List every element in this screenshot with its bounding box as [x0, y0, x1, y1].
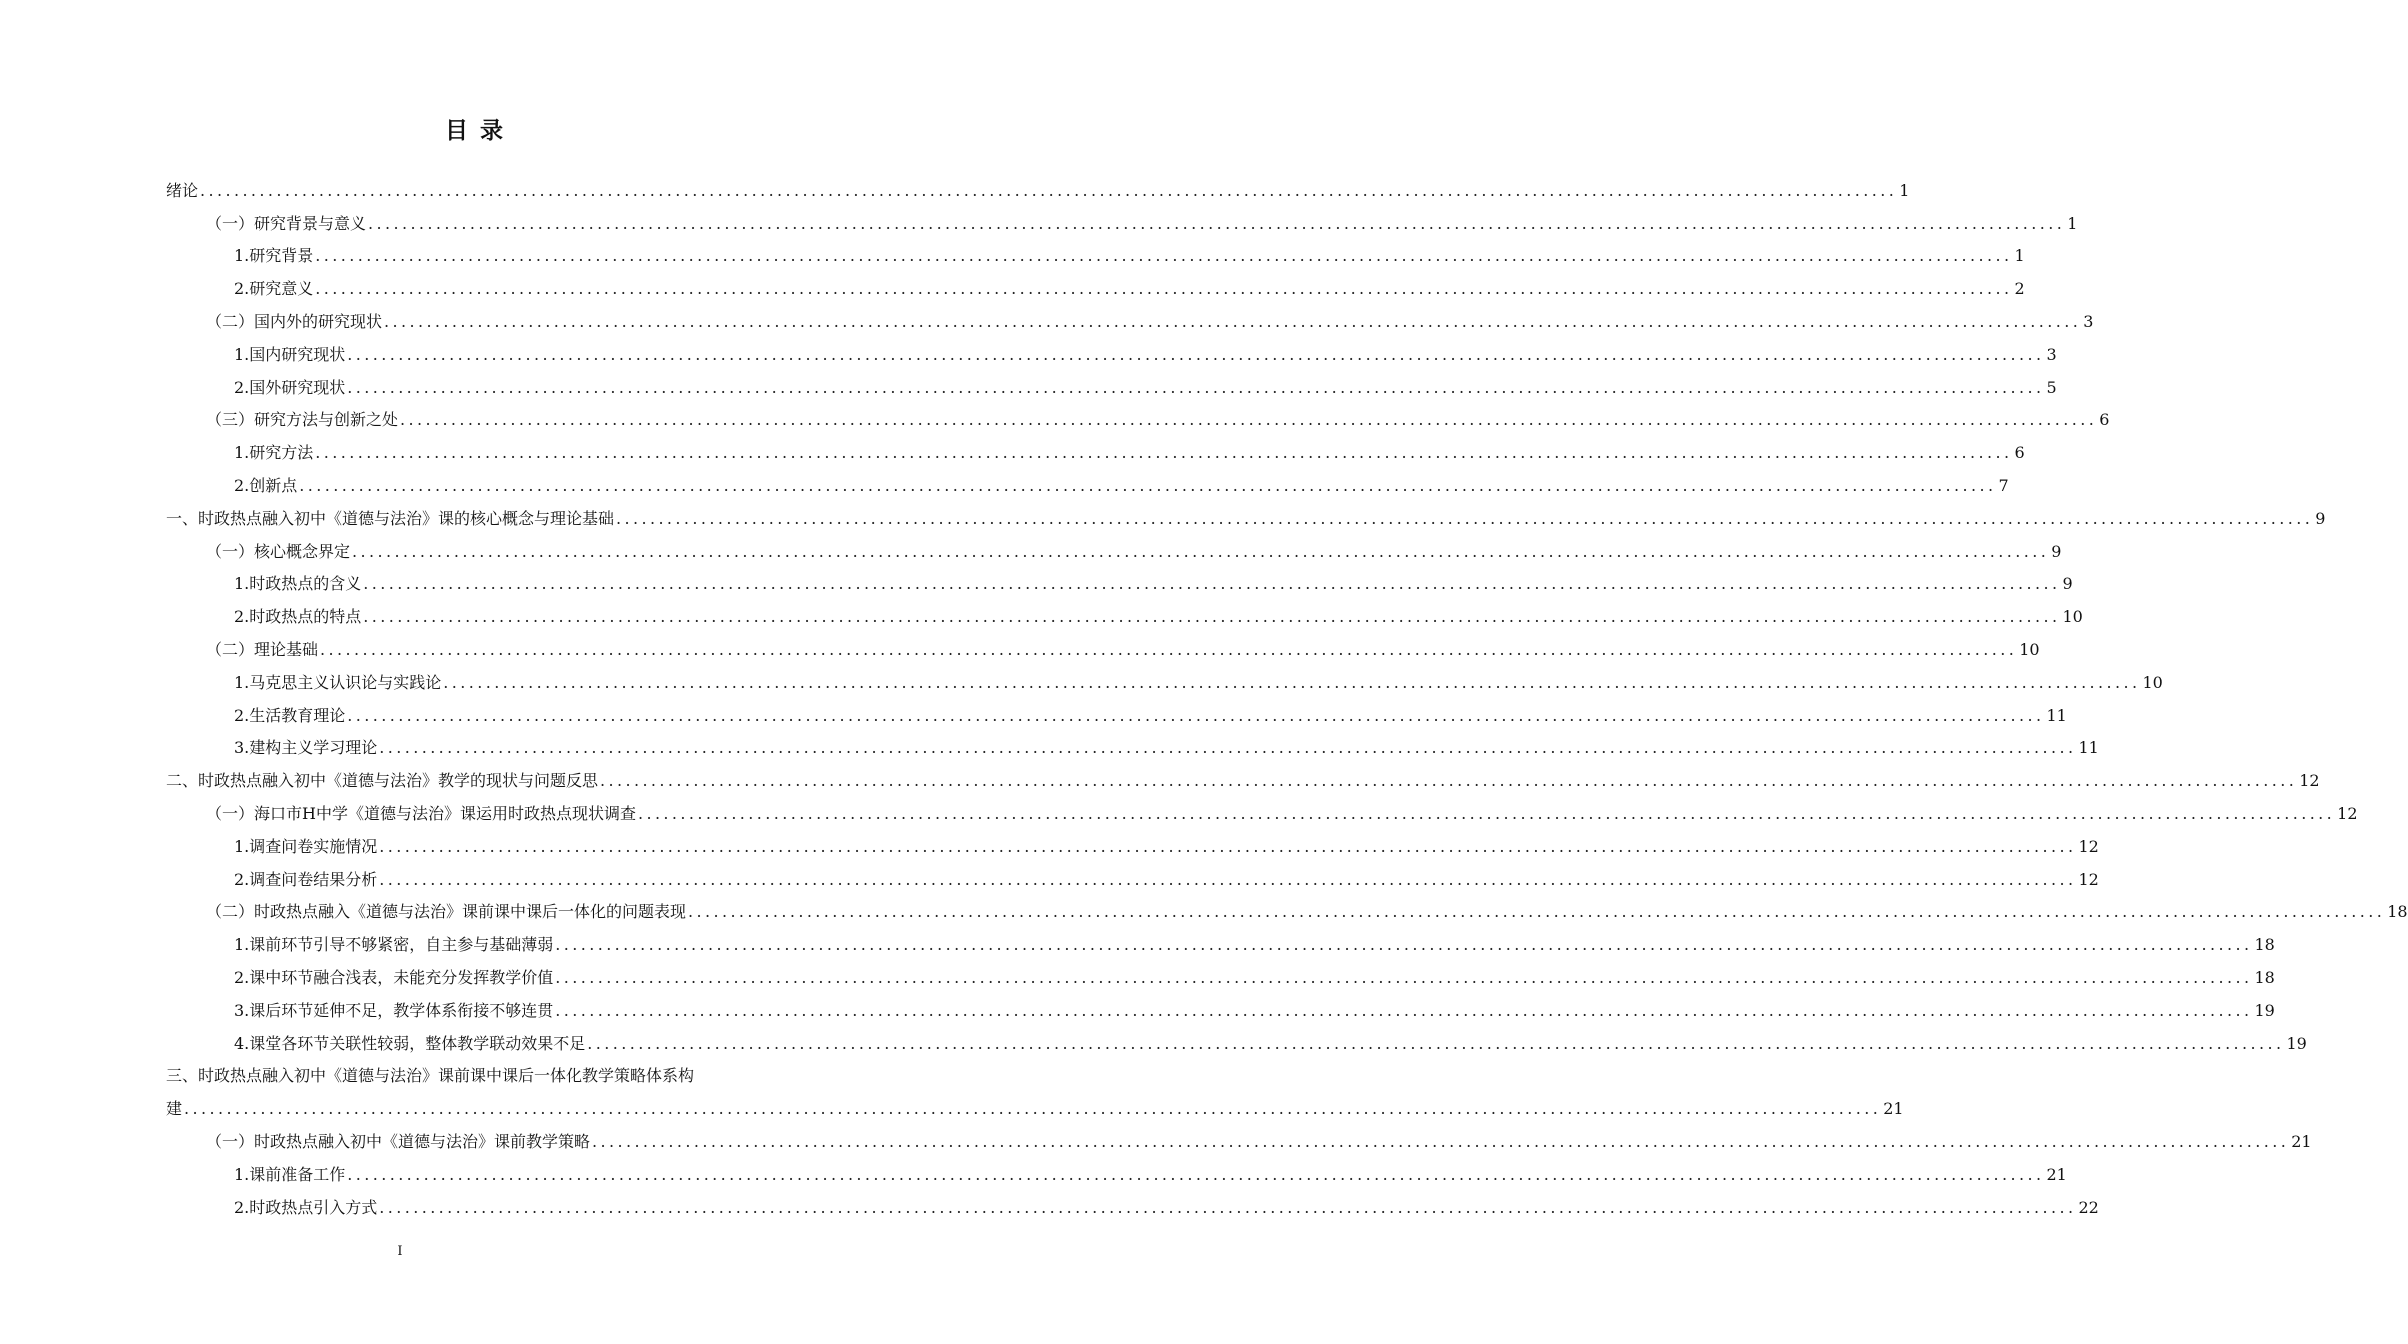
toc-entry[interactable] [166, 955, 2275, 988]
toc-entry-page: 5 [2046, 377, 2057, 397]
toc-entry-page: 6 [2014, 443, 2025, 463]
toc-entry[interactable] [166, 430, 2025, 463]
toc-entry[interactable] [166, 365, 2057, 398]
toc-dot-leader: ........................................................................................................................................................................................................ [555, 935, 2253, 955]
toc-entry-page: 21 [2046, 1164, 2067, 1184]
toc-dot-leader: ........................................................................................................................................................................................................ [688, 902, 2386, 922]
toc-dot-leader: ........................................................................................................................................................................................................ [592, 1131, 2290, 1151]
toc-entry-label: 2.时政热点的特点 [234, 607, 362, 627]
toc-dot-leader: ........................................................................................................................................................................................................ [315, 246, 2013, 266]
toc-dot-leader: ........................................................................................................................................................................................................ [320, 639, 2018, 659]
page-title: 目 录 [444, 117, 505, 144]
toc-entry[interactable] [166, 496, 2326, 529]
toc-entry-page: 18 [2254, 935, 2275, 955]
toc-entry-label: 绪论 [166, 180, 199, 200]
toc-entry-label: 3.建构主义学习理论 [234, 738, 378, 758]
toc-dot-leader: ........................................................................................................................................................................................................ [616, 508, 2314, 528]
toc-entry-page: 18 [2387, 902, 2408, 922]
toc-dot-leader: ........................................................................................................................................................................................................ [347, 1164, 2045, 1184]
toc-entry-page: 1 [2014, 246, 2025, 266]
toc-entry-page: 9 [2315, 508, 2326, 528]
toc-entry-label: 建 [166, 1099, 183, 1119]
toc-dot-leader: ........................................................................................................................................................................................................ [200, 180, 1898, 200]
toc-entry-page: 18 [2254, 967, 2275, 987]
toc-entry-label: 2.课中环节融合浅表，未能充分发挥教学价值 [234, 967, 554, 987]
toc-entry[interactable] [166, 168, 1910, 201]
toc-entry-label: 1.课前环节引导不够紧密，自主参与基础薄弱 [234, 935, 554, 955]
toc-entry[interactable] [166, 922, 2275, 955]
toc-dot-leader: ........................................................................................................................................................................................................ [299, 475, 1997, 495]
toc-entry[interactable] [166, 857, 2099, 890]
toc-entry-label: 1.调查问卷实施情况 [234, 836, 378, 856]
toc-entry[interactable] [166, 890, 2408, 923]
toc-dot-leader: ........................................................................................................................................................................................................ [347, 344, 2045, 364]
toc-entry-label: 1.课前准备工作 [234, 1164, 346, 1184]
toc-dot-leader: ........................................................................................................................................................................................................ [352, 541, 2050, 561]
toc-dot-leader: ........................................................................................................................................................................................................ [315, 443, 2013, 463]
toc-entry-label: （一）时政热点融入初中《道德与法治》课前教学策略 [206, 1131, 591, 1151]
toc-entry-page: 12 [2078, 869, 2099, 889]
toc-entry[interactable] [166, 1119, 2312, 1152]
toc-entry-page: 3 [2046, 344, 2057, 364]
toc-entry-page: 11 [2046, 705, 2067, 725]
toc-entry-label: 3.课后环节延伸不足，教学体系衔接不够连贯 [234, 1000, 554, 1020]
toc-entry[interactable] [166, 1054, 808, 1087]
toc-dot-leader: ........................................................................................................................................................................................................ [379, 836, 2077, 856]
toc-entry-page: 19 [2254, 1000, 2275, 1020]
toc-entry-page: 21 [2291, 1131, 2312, 1151]
toc-entry-label: （二）理论基础 [206, 639, 319, 659]
toc-dot-leader: ........................................................................................................................................................................................................ [363, 574, 2061, 594]
toc-entry-page: 10 [2142, 672, 2163, 692]
toc-entry[interactable] [166, 988, 2275, 1021]
toc-entry-page: 19 [2286, 1033, 2307, 1053]
toc-entry-label: （一）研究背景与意义 [206, 213, 367, 233]
toc-entry[interactable] [166, 299, 2094, 332]
toc-entry-page: 11 [2078, 738, 2099, 758]
toc-entry[interactable] [166, 234, 2025, 267]
toc-entry[interactable] [166, 332, 2057, 365]
toc-entry[interactable] [166, 824, 2099, 857]
toc-dot-leader: ........................................................................................................................................................................................................ [315, 279, 2013, 299]
toc-entry-page: 9 [2062, 574, 2073, 594]
toc-entry[interactable] [166, 1021, 2307, 1054]
toc-dot-leader: ........................................................................................................................................................................................................ [443, 672, 2141, 692]
toc-entry-label: （一）核心概念界定 [206, 541, 351, 561]
toc-dot-leader: ........................................................................................................................................................................................................ [363, 607, 2061, 627]
toc-entry[interactable] [166, 594, 2083, 627]
toc-entry-page: 12 [2337, 803, 2358, 823]
toc-entry-label: 三、时政热点融入初中《道德与法治》课前课中课后一体化教学策略体系构 [166, 1066, 695, 1086]
toc-entry-page: 21 [1883, 1099, 1904, 1119]
toc-entry-label: 2.生活教育理论 [234, 705, 346, 725]
table-of-contents [166, 168, 2408, 1218]
toc-entry[interactable] [166, 1152, 2067, 1185]
toc-dot-leader: ........................................................................................................................................................................................................ [379, 738, 2077, 758]
toc-dot-leader: ........................................................................................................................................................................................................ [637, 803, 2336, 823]
toc-entry-page: 12 [2078, 836, 2099, 856]
toc-dot-leader: ........................................................................................................................................................................................................ [368, 213, 2066, 233]
toc-dot-leader: ........................................................................................................................................................................................................ [347, 705, 2045, 725]
toc-entry[interactable] [166, 266, 2025, 299]
toc-entry-label: 2.创新点 [234, 475, 298, 495]
toc-entry-page: 22 [2078, 1197, 2099, 1217]
toc-entry-page: 12 [2299, 771, 2320, 791]
toc-entry-label: 1.研究背景 [234, 246, 314, 266]
toc-dot-leader: ........................................................................................................................................................................................................ [347, 377, 2045, 397]
toc-entry-page: 3 [2083, 311, 2094, 331]
toc-entry[interactable] [166, 726, 2099, 759]
toc-entry-label: （二）时政热点融入《道德与法治》课前课中课后一体化的问题表现 [206, 902, 687, 922]
toc-entry-label: （一）海口市H中学《道德与法治》课运用时政热点现状调查 [206, 803, 636, 823]
toc-entry-page: 7 [1998, 475, 2009, 495]
toc-entry-label: 4.课堂各环节关联性较弱，整体教学联动效果不足 [234, 1033, 586, 1053]
toc-entry-label: 1.国内研究现状 [234, 344, 346, 364]
toc-entry-label: （三）研究方法与创新之处 [206, 410, 399, 430]
toc-dot-leader: ........................................................................................................................................................................................................ [555, 1000, 2253, 1020]
toc-dot-leader: ........................................................................................................................................................................................................ [379, 1197, 2077, 1217]
toc-entry-label: 2.时政热点引入方式 [234, 1197, 378, 1217]
toc-dot-leader: ........................................................................................................................................................................................................ [587, 1033, 2285, 1053]
toc-entry-label: 一、时政热点融入初中《道德与法治》课的核心概念与理论基础 [166, 508, 615, 528]
toc-entry[interactable] [166, 758, 2320, 791]
toc-entry-page: 1 [1899, 180, 1910, 200]
toc-entry-label: 1.马克思主义认识论与实践论 [234, 672, 442, 692]
toc-entry[interactable] [166, 693, 2067, 726]
toc-entry-label: 1.研究方法 [234, 443, 314, 463]
toc-entry-page: 1 [2067, 213, 2078, 233]
toc-entry[interactable] [166, 398, 2110, 431]
toc-dot-leader: ........................................................................................................................................................................................................ [600, 771, 2298, 791]
toc-entry-page: 10 [2019, 639, 2040, 659]
toc-entry[interactable] [166, 1086, 1904, 1119]
toc-entry[interactable] [166, 562, 2073, 595]
toc-entry-page: 2 [2014, 279, 2025, 299]
toc-entry-label: （二）国内外的研究现状 [206, 311, 383, 331]
toc-dot-leader: ........................................................................................................................................................................................................ [379, 869, 2077, 889]
toc-entry-page: 10 [2062, 607, 2083, 627]
toc-entry[interactable] [166, 791, 2358, 824]
toc-entry-page: 9 [2051, 541, 2062, 561]
toc-dot-leader: ........................................................................................................................................................................................................ [384, 311, 2082, 331]
toc-entry-label: 1.时政热点的含义 [234, 574, 362, 594]
toc-entry[interactable] [166, 1185, 2099, 1218]
toc-dot-leader: ........................................................................................................................................................................................................ [184, 1099, 1882, 1119]
toc-dot-leader: ........................................................................................................................................................................................................ [400, 410, 2098, 430]
toc-entry[interactable] [166, 660, 2163, 693]
toc-entry-label: 二、时政热点融入初中《道德与法治》教学的现状与问题反思 [166, 771, 599, 791]
toc-entry-page: 6 [2099, 410, 2110, 430]
page-number: I [397, 1244, 403, 1259]
toc-entry-label: 2.调查问卷结果分析 [234, 869, 378, 889]
toc-dot-leader: ........................................................................................................................................................................................................ [555, 967, 2253, 987]
toc-entry[interactable] [166, 627, 2040, 660]
toc-entry-label: 2.国外研究现状 [234, 377, 346, 397]
toc-entry-label: 2.研究意义 [234, 279, 314, 299]
toc-entry[interactable] [166, 201, 2078, 234]
toc-entry[interactable] [166, 529, 2062, 562]
toc-entry[interactable] [166, 463, 2009, 496]
